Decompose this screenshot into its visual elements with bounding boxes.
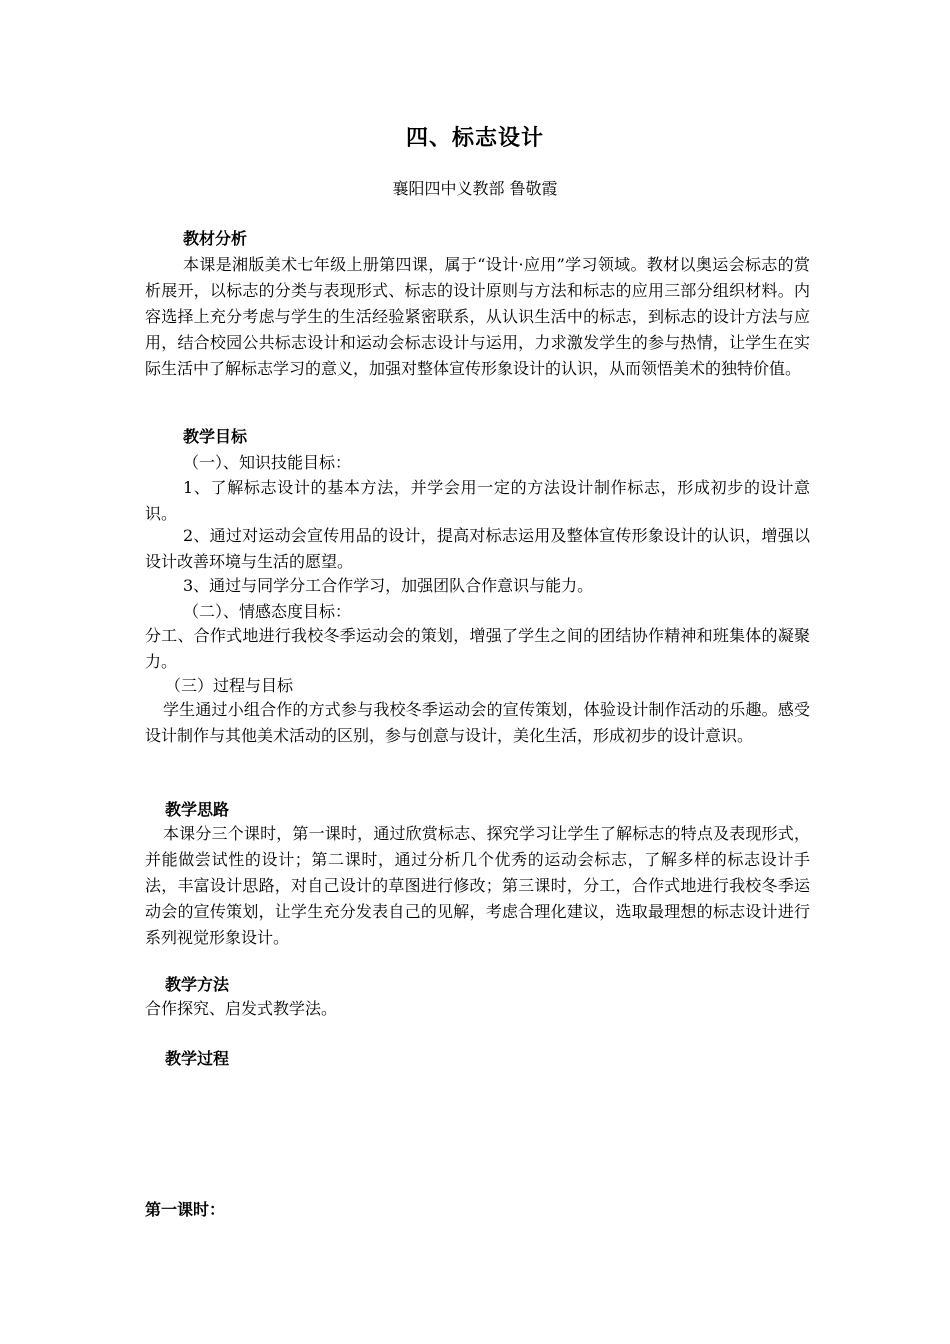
goals-item-1: 1、了解标志设计的基本方法，并学会用一定的方法设计制作标志，形成初步的设计意识。 xyxy=(145,478,810,523)
process-heading: 教学过程 xyxy=(165,1049,230,1068)
approach-heading: 教学思路 xyxy=(165,800,230,819)
goals-item-2: 2、通过对运动会宣传用品的设计，提高对标志运用及整体宣传形象设计的认识，增强以设计改善环境与生活的愿望。 xyxy=(145,526,810,571)
analysis-paragraph: 本课是湘版美术七年级上册第四课，属于“设计·应用”学习领域。教材以奥运会标志的赏析展开，以标志的分类与表现形式、标志的设计原则与方法和标志的应用三部分组织材料。内容选择上充分考虑与学生的生活经验紧密联系，从认识生活中的标志，到标志的设计方法与应用，结合校园公共标志设计和运动会标志设计与运用，力求激发学生的参与热情，让学生在实际生活中了解标志学习的意义，加强对整体宣传形象设计的认识，从而领悟美术的独特价值。 xyxy=(145,255,810,378)
goals-emotion-text: 分工、合作式地进行我校冬季运动会的策划，增强了学生之间的团结协作精神和班集体的凝聚力。 xyxy=(145,626,810,671)
document-title: 四、标志设计 xyxy=(405,125,544,151)
approach-paragraph: 本课分三个课时，第一课时，通过欣赏标志、探究学习让学生了解标志的特点及表现形式，并能做尝试性的设计；第二课时，通过分析几个优秀的运动会标志，了解多样的标志设计手法，丰富设计思路，对自己设计的草图进行修改；第三课时，分工，合作式地进行我校冬季运动会的宣传策划，让学生充分发表自己的见解，考虑合理化建议，选取最理想的标志设计进行系列视觉形象设计。 xyxy=(145,824,810,947)
lesson1-heading: 第一课时： xyxy=(145,1200,226,1219)
goals-sub-emotion: （二）、情感态度目标： xyxy=(183,602,352,621)
goals-sub-knowledge: （一）、知识技能目标： xyxy=(183,453,352,472)
analysis-heading: 教材分析 xyxy=(183,229,248,248)
goals-sub-process: （三）过程与目标 xyxy=(165,676,294,695)
methods-text: 合作探究、启发式教学法。 xyxy=(145,999,338,1018)
goals-process-text: 学生通过小组合作的方式参与我校冬季运动会的宣传策划，体验设计制作活动的乐趣。感受设计制作与其他美术活动的区别，参与创意与设计，美化生活，形成初步的设计意识。 xyxy=(145,700,810,745)
goals-item-3: 3、通过与同学分工合作学习，加强团队合作意识与能力。 xyxy=(183,576,594,595)
methods-heading: 教学方法 xyxy=(165,975,230,994)
author-line: 襄阳四中义教部 鲁敬霞 xyxy=(392,179,558,198)
goals-heading: 教学目标 xyxy=(183,427,248,446)
